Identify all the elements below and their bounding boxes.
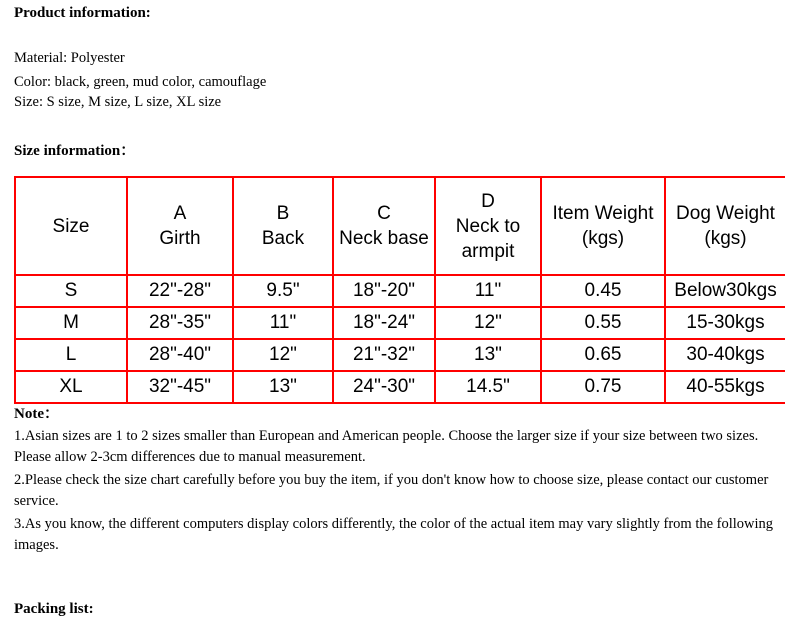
header-cell-neck-base [333,177,435,275]
size-options-line: Size: S size, M size, L size, XL size [14,94,222,110]
cell-neck-base: 18"-24" [333,307,435,339]
header-cell-neck-to-armpit [435,177,541,275]
cell-dog-weight: 30-40kgs [665,339,785,371]
cell-girth: 32"-45" [127,371,233,403]
cell-dog-weight: Below30kgs [665,275,785,307]
cell-back: 13" [233,371,333,403]
cell-size: L [15,339,127,371]
header-back-main: B [276,203,290,224]
cell-item-weight: 0.55 [541,307,665,339]
header-neck-to-armpit-main: D [481,190,495,212]
cell-size: M [15,307,127,339]
note-item-3: 3.As you know, the different computers display colors differently, the color of the actual item may vary slightly from the following images. [14,516,774,553]
table-body [15,275,785,403]
header-cell-size [15,177,127,275]
header-neck-base-main: C [377,203,391,224]
size-chart-table [14,176,785,404]
color-line: Color: black, green, mud color, camouflage [14,74,267,90]
cell-back: 12" [233,339,333,371]
header-girth-main: A [173,203,187,224]
cell-size: XL [15,371,127,403]
packing-list-heading: Packing list: [14,601,94,617]
cell-neck-base: 21"-32" [333,339,435,371]
cell-neck-to-armpit: 11" [435,275,541,307]
cell-back: 9.5" [233,275,333,307]
cell-girth: 22"-28" [127,275,233,307]
cell-item-weight: 0.45 [541,275,665,307]
product-information-heading: Product information: [14,5,151,21]
note-item-1: 1.Asian sizes are 1 to 2 sizes smaller than European and American people. Choose the larger size if your size between two sizes. Please allow 2-3cm differences due to manual measurement. [14,428,759,465]
table-row [15,371,785,403]
header-dog-weight-main: Dog Weight [676,203,775,224]
header-cell-dog-weight [665,177,785,275]
table-row [15,275,785,307]
note-block [14,404,774,556]
cell-neck-base: 24"-30" [333,371,435,403]
header-cell-back [233,177,333,275]
size-information-heading: Size information： [14,143,136,159]
table-header-row [15,177,785,275]
cell-size: S [15,275,127,307]
cell-neck-base: 18"-20" [333,275,435,307]
cell-dog-weight: 15-30kgs [665,307,785,339]
cell-dog-weight: 40-55kgs [665,371,785,403]
material-line: Material: Polyester [14,50,125,66]
header-girth-sub: Girth [159,228,201,249]
header-neck-to-armpit-sub: Neck to armpit [455,215,521,262]
table-header-row-group [15,177,785,275]
cell-girth: 28"-35" [127,307,233,339]
header-item-weight-main: Item Weight [552,203,654,224]
cell-girth: 28"-40" [127,339,233,371]
header-cell-girth [127,177,233,275]
cell-item-weight: 0.65 [541,339,665,371]
header-size-main: Size [52,215,90,237]
note-item-2: 2.Please check the size chart carefully before you buy the item, if you don't know how to choose size, please contact our customer service. [14,472,769,509]
table-row [15,307,785,339]
note-title: Note： [14,406,59,422]
cell-neck-to-armpit: 13" [435,339,541,371]
cell-back: 11" [233,307,333,339]
header-neck-base-sub: Neck base [339,228,429,249]
header-item-weight-sub: (kgs) [581,228,625,249]
cell-neck-to-armpit: 14.5" [435,371,541,403]
header-cell-item-weight [541,177,665,275]
cell-neck-to-armpit: 12" [435,307,541,339]
cell-item-weight: 0.75 [541,371,665,403]
table-row [15,339,785,371]
header-back-sub: Back [261,228,305,249]
header-dog-weight-sub: (kgs) [704,228,747,249]
